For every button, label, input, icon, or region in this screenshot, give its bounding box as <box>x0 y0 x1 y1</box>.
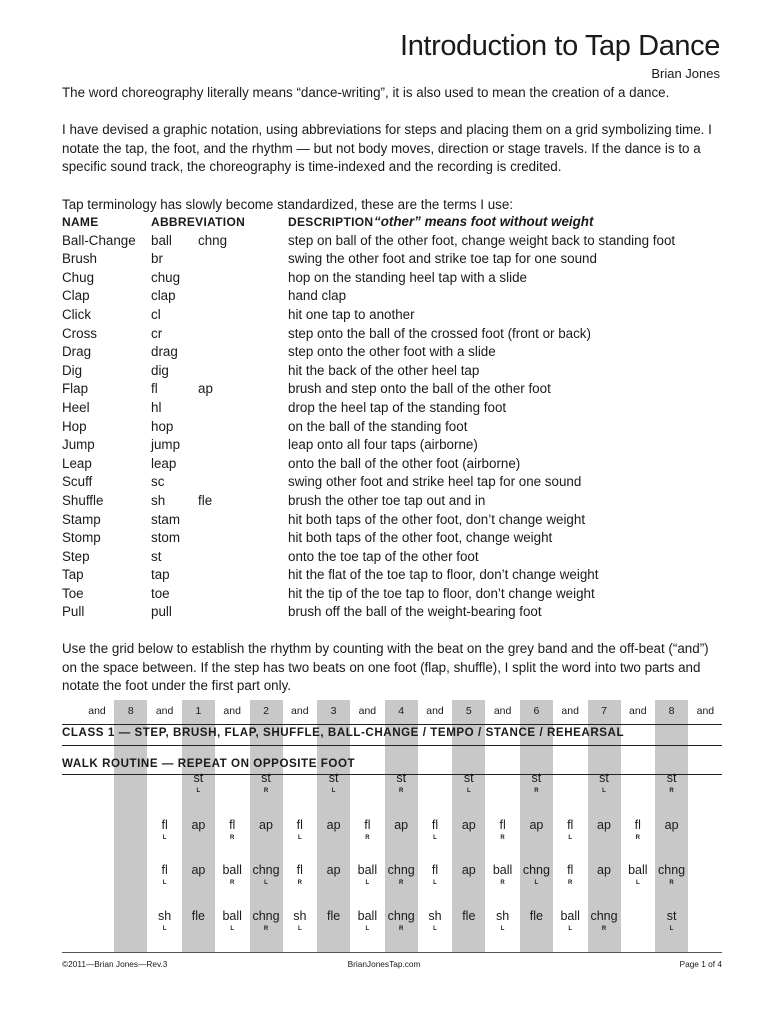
term-description: hit both taps of the other foot, don’t change weight <box>288 511 586 527</box>
header-description-note: “other” means foot without weight <box>374 214 594 229</box>
foot-label: R <box>500 835 505 841</box>
term-abbreviation: stam <box>151 511 181 527</box>
term-description: hop on the standing heel tap with a slide <box>288 269 527 285</box>
term-description: step onto the ball of the crossed foot (front or back) <box>288 325 591 341</box>
grid-intro-paragraph: Use the grid below to establish the rhythm by counting with the beat on the grey band and the off-beat (“and”) on the space between. If the step has two beats on one foot (flap, shuffle), I split the word into two parts and notate the foot under the first part only. <box>62 641 709 694</box>
foot-label: R <box>601 926 607 932</box>
foot-label: L <box>162 880 167 886</box>
beat-label: 2 <box>263 705 269 717</box>
term-abbreviation-2: chng <box>198 232 228 248</box>
foot-label: R <box>669 788 674 794</box>
beat-label: and <box>291 705 309 717</box>
term-description: swing the other foot and strike toe tap for one sound <box>288 251 597 267</box>
beat-label: and <box>426 705 444 717</box>
term-description: hit the back of the other heel tap <box>288 362 480 378</box>
foot-label: L <box>365 880 370 886</box>
foot-label: R <box>399 788 404 794</box>
step-abbreviation: chng <box>252 863 280 877</box>
foot-label: L <box>534 880 539 886</box>
author-name: Brian Jones <box>651 66 720 81</box>
step-abbreviation: sh <box>157 909 172 923</box>
step-abbreviation: chng <box>387 863 415 877</box>
foot-label: L <box>264 880 268 886</box>
beat-label: and <box>629 705 647 717</box>
foot-label: L <box>568 835 573 841</box>
header-description: DESCRIPTION <box>288 215 374 229</box>
beat-label: 3 <box>330 705 337 717</box>
term-name: Ball-Change <box>62 232 136 248</box>
term-description: onto the toe tap of the other foot <box>288 548 479 564</box>
step-abbreviation: sh <box>293 909 307 923</box>
step-abbreviation: fl <box>499 818 506 832</box>
routine-title: WALK ROUTINE — REPEAT ON OPPOSITE FOOT <box>62 757 356 770</box>
step-abbreviation: ap <box>259 818 273 832</box>
step-abbreviation: fl <box>296 818 303 832</box>
term-abbreviation: sc <box>151 474 165 490</box>
step-abbreviation: ball <box>357 863 378 877</box>
term-name: Flap <box>62 381 89 397</box>
step-abbreviation: fle <box>529 909 543 923</box>
beat-label: and <box>223 705 241 717</box>
term-abbreviation: hop <box>151 418 174 434</box>
step-abbreviation: st <box>396 771 407 785</box>
step-abbreviation: fl <box>567 818 574 832</box>
header-abbreviation: ABBREVIATION <box>151 215 246 229</box>
step-abbreviation: st <box>666 909 677 923</box>
term-abbreviation: st <box>151 548 162 564</box>
class-top-rule <box>62 724 722 725</box>
foot-label: L <box>433 926 437 932</box>
step-abbreviation: sh <box>495 909 510 923</box>
foot-label: L <box>669 926 674 932</box>
term-name: Dig <box>62 362 83 378</box>
term-description: brush off the ball of the weight-bearing foot <box>288 604 542 620</box>
foot-label: R <box>263 788 269 794</box>
foot-label: L <box>635 880 640 886</box>
foot-label: R <box>500 880 505 886</box>
foot-label: L <box>331 788 336 794</box>
foot-label: R <box>230 880 235 886</box>
step-abbreviation: ap <box>597 863 611 877</box>
step-abbreviation: fle <box>326 909 341 923</box>
term-abbreviation: leap <box>151 455 177 471</box>
term-name: Tap <box>62 567 84 583</box>
beat-label: 5 <box>465 705 472 717</box>
step-abbreviation: ap <box>191 863 206 877</box>
beat-label: 1 <box>195 705 202 717</box>
foot-label: R <box>669 880 674 886</box>
step-abbreviation: fl <box>431 818 439 832</box>
beat-label: 8 <box>668 705 675 717</box>
term-abbreviation: cr <box>151 325 163 341</box>
term-abbreviation: hl <box>151 399 162 415</box>
foot-label: L <box>433 880 437 886</box>
step-abbreviation: st <box>599 771 609 785</box>
step-abbreviation: ball <box>357 909 378 923</box>
foot-label: L <box>433 835 437 841</box>
foot-label: L <box>230 926 235 932</box>
step-abbreviation: ball <box>222 909 242 923</box>
beat-label: 7 <box>601 705 607 717</box>
term-description: brush and step onto the ball of the other foot <box>288 381 551 397</box>
term-name: Pull <box>62 604 85 620</box>
term-abbreviation-2: fle <box>198 492 213 508</box>
term-abbreviation: dig <box>151 362 169 378</box>
foot-label: R <box>399 880 404 886</box>
term-name: Click <box>62 306 92 322</box>
rhythm-grid <box>0 700 768 952</box>
beat-label: 4 <box>398 705 405 717</box>
step-abbreviation: st <box>193 771 204 785</box>
foot-label: L <box>365 926 370 932</box>
beat-label: and <box>88 705 106 717</box>
term-description: step onto the other foot with a slide <box>288 344 496 360</box>
step-abbreviation: ap <box>597 818 611 832</box>
term-abbreviation-2: ap <box>198 381 213 397</box>
term-description: hit one tap to another <box>288 306 415 322</box>
step-abbreviation: fl <box>296 863 303 877</box>
class-title: CLASS 1 — STEP, BRUSH, FLAP, SHUFFLE, BALL-CHANGE / TEMPO / STANCE / REHEARSAL <box>62 726 625 739</box>
foot-label: L <box>602 788 606 794</box>
term-name: Cross <box>62 325 97 341</box>
term-abbreviation: cl <box>151 306 161 322</box>
term-abbreviation: br <box>151 251 163 267</box>
foot-label: R <box>534 788 539 794</box>
foot-label: R <box>399 926 404 932</box>
term-abbreviation: stom <box>151 530 181 546</box>
step-abbreviation: st <box>666 771 677 785</box>
step-abbreviation: ap <box>461 863 476 877</box>
term-name: Drag <box>62 344 92 360</box>
beat-label: 6 <box>533 705 540 717</box>
term-abbreviation: clap <box>151 288 176 304</box>
term-abbreviation: jump <box>151 437 181 453</box>
term-description: hit the flat of the toe tap to floor, don’t change weight <box>288 567 599 583</box>
step-abbreviation: ap <box>191 818 206 832</box>
term-abbreviation: fl <box>151 381 158 397</box>
class-bottom-rule <box>62 745 722 746</box>
step-abbreviation: ap <box>326 863 341 877</box>
term-abbreviation: ball <box>151 232 172 248</box>
foot-label: R <box>263 926 269 932</box>
term-name: Toe <box>62 585 84 601</box>
step-abbreviation: ball <box>560 909 580 923</box>
foot-label: R <box>635 835 640 841</box>
term-name: Stamp <box>62 511 101 527</box>
foot-label: L <box>162 926 167 932</box>
step-abbreviation: chng <box>252 909 280 923</box>
beat-label: and <box>696 705 715 717</box>
term-abbreviation: tap <box>151 567 170 583</box>
step-abbreviation: chng <box>658 863 686 877</box>
intro-paragraph-2: I have devised a graphic notation, using abbreviations for steps and placing them on a grid symbolizing time. I notate the tap, the foot, and the rhythm — but not body moves, direction or stage travels. If the dance is to a specific sound track, the choreography is time-indexed and the recording is credited. <box>62 122 712 175</box>
term-abbreviation: sh <box>151 492 166 508</box>
step-abbreviation: ap <box>529 818 544 832</box>
step-abbreviation: fl <box>634 818 641 832</box>
beat-label: 8 <box>127 705 134 717</box>
term-name: Shuffle <box>62 492 104 508</box>
term-name: Hop <box>62 418 87 434</box>
term-name: Step <box>62 548 90 564</box>
foot-label: L <box>568 926 573 932</box>
step-abbreviation: fl <box>229 818 236 832</box>
intro-paragraph-1: The word choreography literally means “dance-writing”, it is also used to mean the creation of a dance. <box>62 85 670 100</box>
step-abbreviation: fle <box>462 909 476 923</box>
term-description: brush the other toe tap out and in <box>288 492 486 508</box>
step-abbreviation: st <box>261 771 271 785</box>
footer-website: BrianJonesTap.com <box>347 959 421 969</box>
step-abbreviation: ball <box>222 863 242 877</box>
term-name: Brush <box>62 251 97 267</box>
header-name: NAME <box>62 215 99 229</box>
term-description: onto the ball of the other foot (airborne) <box>288 455 521 471</box>
beat-label: and <box>155 705 174 717</box>
foot-label: L <box>162 835 167 841</box>
foot-label: L <box>196 788 201 794</box>
term-name: Jump <box>62 437 95 453</box>
term-description: swing other foot and strike heel tap for one sound <box>288 474 582 490</box>
step-abbreviation: chng <box>387 909 415 923</box>
step-abbreviation: fl <box>161 818 168 832</box>
term-description: hand clap <box>288 288 347 304</box>
foot-label: R <box>365 835 370 841</box>
step-abbreviation: fl <box>364 818 371 832</box>
term-name: Clap <box>62 288 90 304</box>
page-title: Introduction to Tap Dance <box>400 30 720 62</box>
step-abbreviation: ap <box>664 818 679 832</box>
step-abbreviation: st <box>328 771 339 785</box>
step-abbreviation: ap <box>394 818 409 832</box>
foot-label: R <box>568 880 573 886</box>
term-abbreviation: chug <box>151 269 181 285</box>
step-abbreviation: ball <box>628 863 648 877</box>
step-abbreviation: ap <box>461 818 476 832</box>
step-abbreviation: fle <box>191 909 205 923</box>
foot-label: R <box>230 835 235 841</box>
term-name: Chug <box>62 269 95 285</box>
beat-label: and <box>358 705 377 717</box>
foot-label: L <box>297 926 302 932</box>
foot-label: L <box>466 788 471 794</box>
term-abbreviation: toe <box>151 585 170 601</box>
foot-label: L <box>297 835 302 841</box>
step-abbreviation: sh <box>428 909 442 923</box>
term-description: hit both taps of the other foot, change weight <box>288 530 553 546</box>
footer-page-number: Page 1 of 4 <box>679 959 722 969</box>
intro-paragraph-3: Tap terminology has slowly become standardized, these are the terms I use: <box>62 197 514 212</box>
step-abbreviation: st <box>463 771 474 785</box>
foot-label: R <box>297 880 302 886</box>
beat-label: and <box>493 705 512 717</box>
footer-copyright: ©2011—Brian Jones—Rev.3 <box>62 959 168 969</box>
term-name: Scuff <box>62 474 93 490</box>
term-description: hit the tip of the toe tap to floor, don’t change weight <box>288 585 595 601</box>
term-name: Stomp <box>62 530 101 546</box>
term-description: leap onto all four taps (airborne) <box>288 437 478 453</box>
step-abbreviation: ball <box>492 863 513 877</box>
step-abbreviation: st <box>531 771 542 785</box>
term-name: Leap <box>62 455 92 471</box>
term-description: drop the heel tap of the standing foot <box>288 399 507 415</box>
step-abbreviation: fl <box>161 863 168 877</box>
term-description: step on ball of the other foot, change weight back to standing foot <box>288 232 676 248</box>
foot-label: L <box>500 926 505 932</box>
term-abbreviation: pull <box>151 604 172 620</box>
step-abbreviation: fl <box>431 863 439 877</box>
term-abbreviation: drag <box>151 344 178 360</box>
term-description: on the ball of the standing foot <box>288 418 468 434</box>
step-abbreviation: fl <box>567 863 574 877</box>
term-name: Heel <box>62 399 90 415</box>
beat-label: and <box>561 705 579 717</box>
step-abbreviation: chng <box>590 909 618 923</box>
step-abbreviation: ap <box>326 818 341 832</box>
footer-rule <box>62 952 722 953</box>
step-abbreviation: chng <box>522 863 550 877</box>
